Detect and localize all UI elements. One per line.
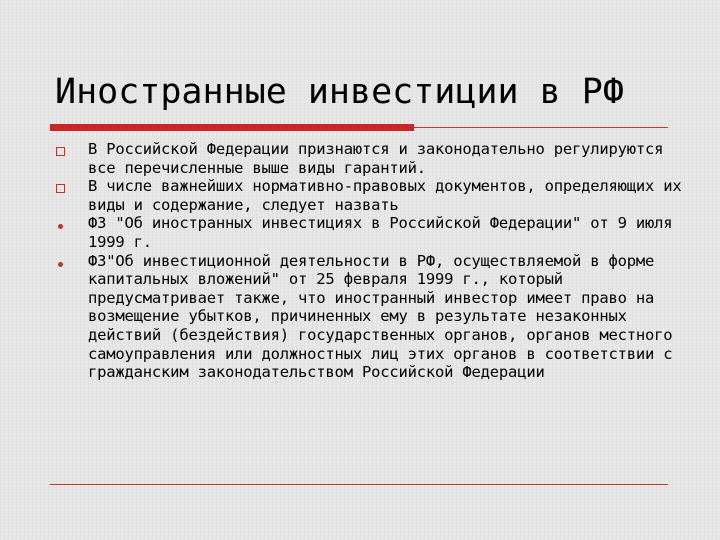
bullet-list [52, 140, 682, 382]
bullet-item [52, 140, 682, 177]
bullet-text: В числе важнейших нормативно-правовых документов, определяющих их виды и содержание, следует назвать [88, 177, 682, 214]
bullet-text: В Российской Федерации признаются и законодательно регулируются все перечисленные выше виды гарантий. [88, 140, 664, 177]
square-bullet-icon [56, 184, 65, 193]
bullet-item [52, 252, 682, 382]
footer-divider [50, 484, 668, 485]
square-bullet-icon [56, 147, 65, 156]
bullet-text: ФЗ"Об инвестиционной деятельности в РФ, осуществляемой в форме капитальных вложений" от 25 февраля 1999 г., который предусматривает также, что иностранный инвестор имеет право на возмещение убытков, причиненных ему в результате незаконных действий (бездействия) государственных органов, органов местного самоуправления или должностных лиц этих органов в соответствии с гражданским законодательством Российской Федерации [88, 251, 673, 382]
bullet-item [52, 214, 682, 251]
dot-bullet-icon [58, 224, 63, 229]
slide-title: Иностранные инвестиции в РФ [55, 72, 624, 112]
dot-bullet-icon [58, 262, 63, 267]
title-accent-bar [50, 124, 414, 131]
bullet-item [52, 177, 682, 214]
bullet-text: ФЗ "Об иностранных инвестициях в Российской Федерации" от 9 июля 1999 г. [88, 214, 673, 251]
